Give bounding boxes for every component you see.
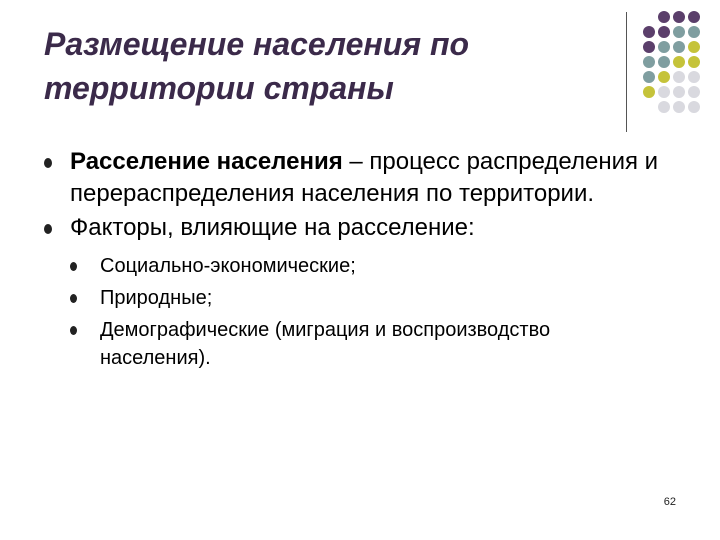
decorative-dot (658, 56, 670, 68)
page-number: 62 (663, 496, 676, 508)
decorative-dot (658, 26, 670, 38)
decorative-dot (673, 101, 685, 113)
decorative-dot (643, 56, 655, 68)
decorative-dot (688, 86, 700, 98)
decorative-dot (688, 41, 700, 53)
bullet-icon (70, 262, 77, 271)
bullet-item (44, 212, 664, 244)
decorative-dot (643, 71, 655, 83)
slide-title: Размещение населения по территории страны (44, 26, 470, 106)
sub-bullet-item (44, 316, 664, 372)
decorative-dot (643, 41, 655, 53)
decorative-dot (643, 86, 655, 98)
sub-bullet-text: Природные; (100, 287, 213, 309)
decorative-dot (643, 26, 655, 38)
slide-content (44, 146, 664, 372)
bullet-item (44, 146, 664, 210)
sub-bullet-item (44, 252, 664, 280)
decorative-dot (658, 101, 670, 113)
decorative-dot (673, 41, 685, 53)
decorative-dot (688, 101, 700, 113)
decorative-dot (673, 26, 685, 38)
decorative-divider (626, 12, 627, 132)
sub-bullet-item (44, 284, 664, 312)
bullet-text: Факторы, влияющие на расселение: (70, 214, 475, 241)
bullet-icon (44, 224, 52, 234)
decorative-dot (658, 86, 670, 98)
decorative-dot (688, 11, 700, 23)
decorative-dot-grid (643, 11, 703, 111)
bullet-icon (70, 326, 77, 335)
decorative-dot (658, 11, 670, 23)
decorative-dot (673, 71, 685, 83)
bullet-icon (70, 294, 77, 303)
bullet-icon (44, 158, 52, 168)
decorative-dot (688, 26, 700, 38)
bullet-text: – процесс распределения и перераспределения населения по территории. (70, 148, 659, 207)
decorative-dot (688, 71, 700, 83)
decorative-dot (673, 86, 685, 98)
sub-bullet-text: Социально-экономические; (100, 255, 356, 277)
decorative-dot (673, 56, 685, 68)
decorative-dot (658, 71, 670, 83)
decorative-dot (658, 41, 670, 53)
bullet-term: Расселение населения (70, 148, 343, 175)
decorative-dot (673, 11, 685, 23)
decorative-dot (688, 56, 700, 68)
sub-bullet-text: Демографические (миграция и воспроизводство населения). (100, 319, 551, 369)
